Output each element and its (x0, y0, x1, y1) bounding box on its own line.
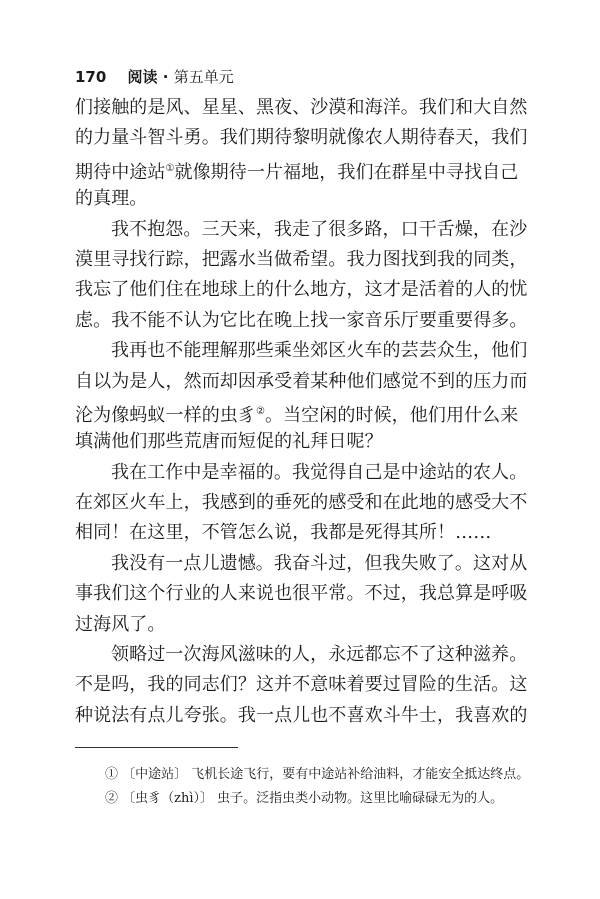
text-span: 期待中途站 (75, 161, 166, 183)
text-span: 。当空闲的时候，他们用什么来 (264, 404, 519, 426)
text-line: 过海风了。 (75, 613, 166, 635)
text-line: 的真理。 (75, 188, 148, 210)
text-line: 我没有一点儿遗憾。我奋斗过，但我失败了。这对从 (111, 552, 528, 574)
footnote-marker: ② (256, 405, 265, 417)
text-line: 我再也不能理解那些乘坐郊区火车的芸芸众生，他们 (111, 340, 528, 362)
text-line: 我忘了他们住在地球上的什么地方，这才是活着的人的忧 (75, 279, 528, 301)
text-line: 虑。我不能不认为它比在晚上找一家音乐厅要重要得多。 (75, 309, 528, 331)
unit-title: 第五单元 (173, 68, 234, 86)
text-line (75, 397, 535, 427)
text-line: 们接触的是风、星星、黑夜、沙漠和海洋。我们和大自然 (75, 97, 528, 118)
footnote-divider (75, 747, 238, 748)
text-line: 种说法有点儿夸张。我一点儿也不喜欢斗牛士，我喜欢的 (75, 704, 528, 726)
page-number: 170 (75, 68, 107, 86)
text-line: 自以为是人，然而却因承受着某种他们感觉不到的压力而 (75, 370, 528, 392)
text-line: 事我们这个行业的人来说也很平常。不过，我总算是呼吸 (75, 583, 528, 605)
page-header (75, 66, 234, 87)
text-line: 我在工作中是幸福的。我觉得自己是中途站的农人。 (111, 461, 528, 483)
footnote-marker: ① (165, 162, 175, 174)
section-title: 阅读 (127, 68, 158, 86)
text-line: 填满他们那些荒唐而短促的礼拜日呢？ (75, 431, 383, 453)
text-line: 漠里寻找行踪，把露水当做希望。我力图找到我的同类， (75, 248, 528, 270)
text-line (75, 154, 535, 184)
text-span: 沦为像蚂蚁一样的虫豸 (75, 404, 256, 426)
footnotes (105, 763, 575, 811)
text-line: 领略过一次海风滋味的人，永远都忘不了这种滋养。 (111, 644, 528, 666)
body-text (75, 93, 535, 731)
text-line: 在郊区火车上，我感到的垂死的感受和在此地的感受大不 (75, 492, 528, 514)
footnote-2: ② 〔虫豸（zhì）〕 虫子。泛指虫类小动物。这里比喻碌碌无为的人。 (105, 791, 504, 806)
text-span: 就像期待一片福地，我们在群星中寻找自己 (174, 161, 519, 183)
text-line: 不是吗，我的同志们？这并不意味着要过冒险的生活。这 (75, 674, 528, 696)
text-line: 的力量斗智斗勇。我们期待黎明就像农人期待春天，我们 (75, 127, 528, 149)
text-line: 相同！在这里，不管怎么说，我都是死得其所！…… (75, 522, 492, 544)
text-line: 我不抱怨。三天来，我走了很多路，口干舌燥，在沙 (111, 218, 528, 240)
footnote-1: ① 〔中途站〕 飞机长途飞行，要有中途站补给油料，才能安全抵达终点。 (105, 767, 530, 782)
header-separator: · (162, 68, 169, 86)
